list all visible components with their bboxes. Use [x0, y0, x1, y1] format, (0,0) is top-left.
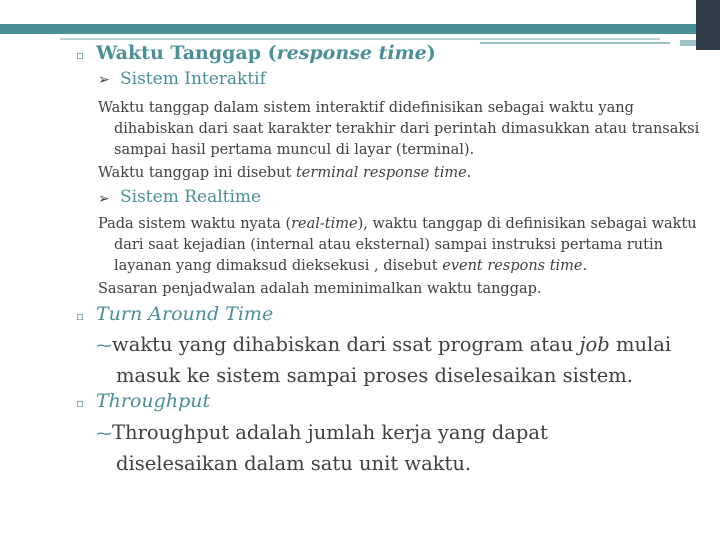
p3-line3-italic: event respons time — [442, 258, 583, 274]
p2-italic: terminal response time — [295, 165, 467, 181]
arrow-bullet-icon: ➢ — [98, 72, 110, 88]
paragraph-turn-around — [96, 330, 671, 391]
dash-bullet-icon: ⁓ — [96, 336, 112, 355]
square-bullet-icon: ▫ — [76, 396, 85, 410]
subheading-interaktif: Sistem Interaktif — [120, 69, 266, 89]
paragraph-sasaran: Sasaran penjadwalan adalah meminimalkan waktu tanggap. — [98, 281, 542, 297]
heading1-italic: response time — [276, 42, 427, 64]
p5-line1 — [96, 330, 671, 361]
p2-prefix: Waktu tanggap ini disebut — [98, 165, 296, 181]
header-rule-3 — [680, 40, 696, 46]
p6-line1-text: Throughput adalah jumlah kerja yang dapat — [112, 421, 548, 444]
paragraph-throughput — [96, 418, 548, 479]
header-teal-bar — [0, 24, 720, 34]
subheading-realtime: Sistem Realtime — [120, 187, 262, 207]
heading-throughput: Throughput — [96, 390, 211, 412]
square-bullet-icon: ▫ — [76, 48, 85, 62]
header-dark-corner — [696, 0, 720, 50]
p1-line2: dihabiskan dari saat karakter terakhir dari perintah dimasukkan atau transaksi — [114, 121, 700, 137]
p3-line1 — [98, 214, 697, 235]
p1-line1: Waktu tanggap dalam sistem interaktif didefinisikan sebagai waktu yang — [98, 100, 634, 116]
p5-line1-suffix: mulai — [609, 333, 672, 356]
p3-line1-prefix: Pada sistem waktu nyata ( — [98, 216, 292, 232]
arrow-bullet-icon: ➢ — [98, 191, 110, 207]
p3-line1-italic: real-time — [291, 216, 358, 232]
heading1-prefix: Waktu Tanggap ( — [96, 42, 277, 64]
paragraph-terminal-response — [98, 163, 471, 184]
p3-line1-suffix: ), waktu tanggap di definisikan sebagai waktu — [357, 216, 697, 232]
header-rule-2 — [480, 42, 670, 44]
p3-line3-prefix: layanan yang dimaksud dieksekusi , disebut — [114, 258, 443, 274]
p6-line1 — [96, 418, 548, 449]
square-bullet-icon: ▫ — [76, 309, 85, 323]
p5-line1-prefix: waktu yang dihabiskan dari ssat program atau — [112, 333, 580, 356]
heading-response-time — [96, 42, 436, 64]
p5-line2: masuk ke sistem sampai proses diselesaikan sistem. — [116, 364, 633, 387]
p5-line1-italic: job — [579, 333, 610, 356]
p3-line3 — [98, 256, 697, 277]
p1-line3: sampai hasil pertama muncul di layar (terminal). — [114, 142, 475, 158]
header-rule-1 — [60, 38, 660, 40]
paragraph-interaktif — [98, 98, 699, 161]
p2-suffix: . — [466, 165, 472, 181]
paragraph-realtime — [98, 214, 697, 277]
p6-line2: diselesaikan dalam satu unit waktu. — [116, 452, 472, 475]
dash-bullet-icon: ⁓ — [96, 424, 112, 443]
p3-line2: dari saat kejadian (internal atau eksternal) sampai instruksi pertama rutin — [114, 237, 663, 253]
p3-line3-suffix: . — [582, 258, 588, 274]
heading-turn-around-time: Turn Around Time — [96, 303, 274, 325]
heading1-suffix: ) — [426, 42, 436, 64]
